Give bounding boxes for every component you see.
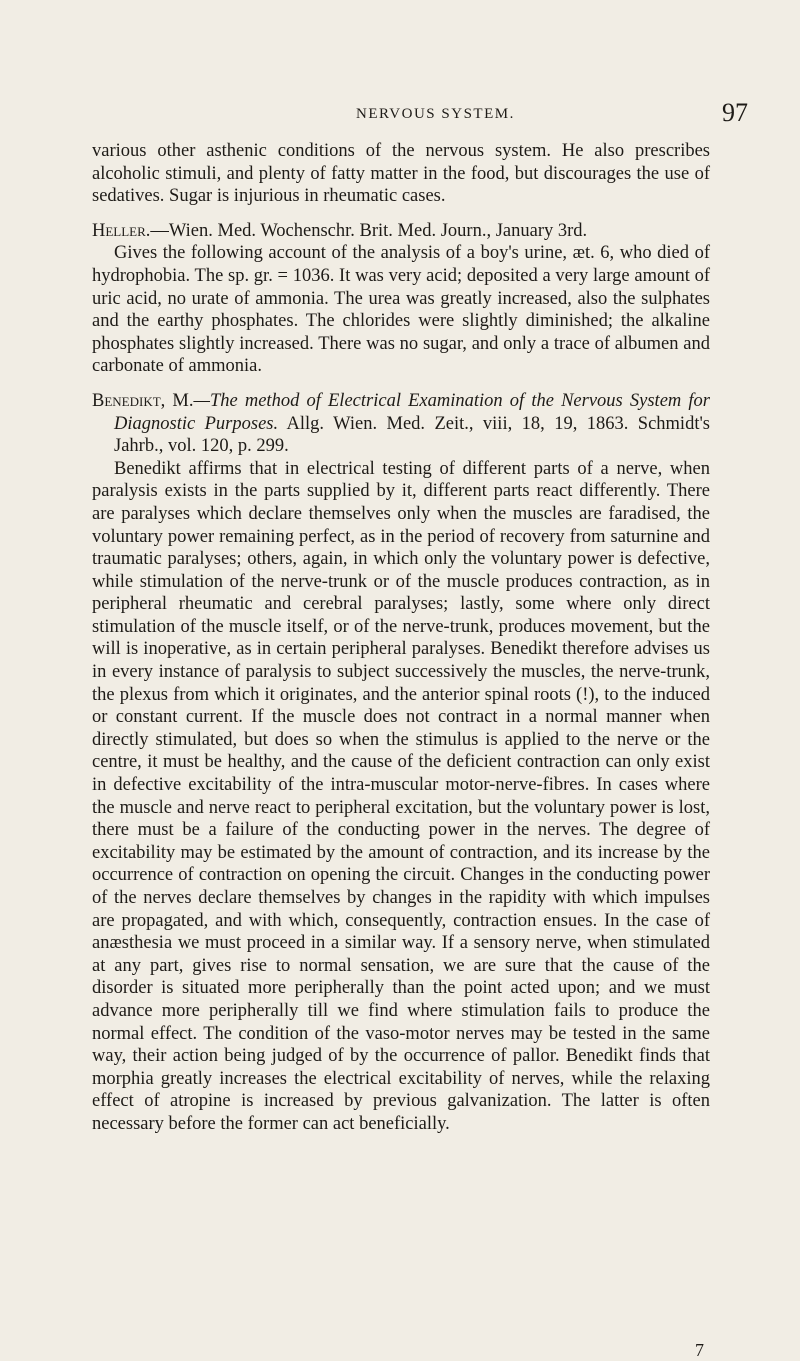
benedikt-author: Benedikt, M. <box>92 390 194 411</box>
page-number: 97 <box>722 98 748 127</box>
paragraph-continuation: various other asthenic conditions of the nervous system. He also prescribes alcoholic stimuli, and plenty of fatty matter in the food, but discourages the use of sedatives. Sugar is injurious in rheumatic cases. <box>92 141 710 207</box>
body-text <box>92 140 710 1136</box>
heller-entry-heading <box>92 220 710 243</box>
benedikt-citation: Allg. Wien. Med. Zeit., viii, 18, 19, 1863. Schmidt's Jahrb., vol. 120, p. 299. <box>114 413 710 457</box>
heller-author: Heller. <box>92 220 151 241</box>
running-head: NERVOUS SYSTEM. <box>356 106 515 122</box>
benedikt-entry-heading <box>92 390 710 458</box>
heller-citation: —Wien. Med. Wochenschr. Brit. Med. Journ., January 3rd. <box>150 220 588 241</box>
signature-mark: 7 <box>695 1340 704 1360</box>
heller-entry-text: Gives the following account of the analysis of a boy's urine, æt. 6, who died of hydrophobia. The sp. gr. = 1036. It was very acid; deposited a very large amount of uric acid, no urate of ammonia. The urea was greatly increased, also the sulphates and the earthy phosphates. The chlorides were slightly diminished; the alkaline phosphates slightly increased. There was no sugar, and only a trace of albumen and carbonate of ammonia. <box>92 243 710 377</box>
page-header <box>0 98 800 132</box>
benedikt-title: —The method of Electrical Examination of the Nervous System for Diagnostic Purposes. <box>114 390 710 434</box>
benedikt-entry-text: Benedikt affirms that in electrical testing of different parts of a nerve, when paralysis exists in the parts supplied by it, different parts react differently. There are paralyses which declare themselves only when the muscles are faradised, the voluntary power remaining perfect, as in the period of recovery from saturnine and traumatic paralyses; others, again, in which only the voluntary power is defective, while stimulation of the nerve-trunk or of the muscle produces contraction, as in peripheral rheumatic and cerebral paralyses; lastly, some where only direct stimulation of the muscle itself, or of the nerve-trunk, produces movement, but the will is inoperative, as in certain peripheral paralyses. Benedikt therefore advises us in every instance of paralysis to subject successively the muscles, the nerve-trunk, the plexus from which it originates, and the anterior spinal roots (!), to the induced or constant current. If the muscle does not contract in a normal manner when directly stimulated, but does so when the stimulus is applied to the nerve or the centre, it must be healthy, and the cause of the deficient contraction can only exist in defective excitability of the intra-muscular motor-nerve-fibres. In cases where the muscle and nerve react to peripheral excitation, but the voluntary power is lost, there must be a failure of the conducting power in the nerves. The degree of excitability may be estimated by the amount of contraction, and its increase by the occurrence of contraction on opening the circuit. Changes in the conducting power of the nerves declare themselves by changes in the rapidity with which impulses are propagated, and with which, consequently, contraction ensues. In the case of anæsthesia we must proceed in a similar way. If a sensory nerve, when stimulated at any part, gives rise to normal sensation, we are sure that the cause of the disorder is situated more peripherally than the point acted upon; and we must advance more peripherally till we find where stimulation fails to produce the normal effect. The condition of the vaso-motor nerves may be tested in the same way, their action being judged of by the occurrence of pallor. Benedikt finds that morphia greatly increases the electrical excitability of nerves, while the relaxing effect of atropine is increased by previous galvanization. The latter is often necessary before the former can act beneficially. <box>92 458 710 1134</box>
